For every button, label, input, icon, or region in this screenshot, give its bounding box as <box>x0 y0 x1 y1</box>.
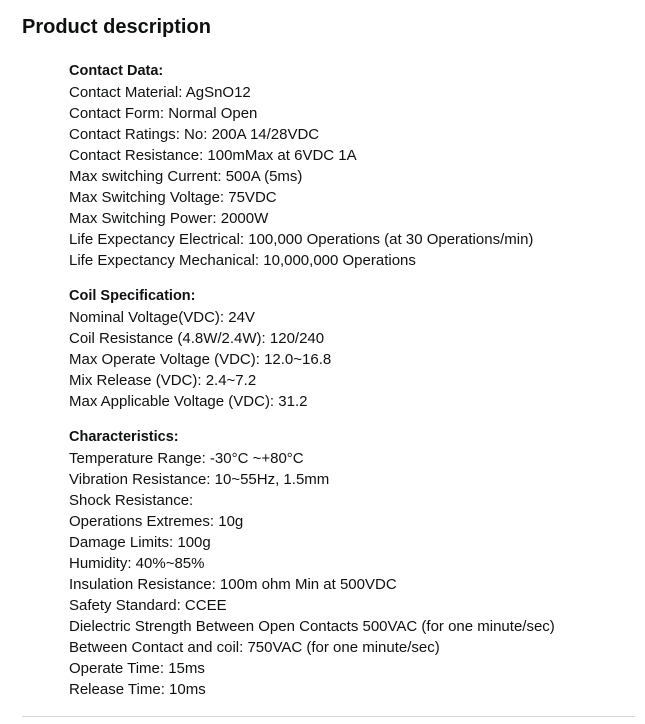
spec-line: Vibration Resistance: 10~55Hz, 1.5mm <box>69 471 330 488</box>
spec-line: Temperature Range: -30°C ~+80°C <box>69 450 304 467</box>
spec-line: Between Contact and coil: 750VAC (for one minute/sec) <box>69 639 440 656</box>
spec-line: Contact Material: AgSnO12 <box>69 84 251 101</box>
spec-line: Max Switching Voltage: 75VDC <box>69 189 277 206</box>
spec-line: Dielectric Strength Between Open Contacts 500VAC (for one minute/sec) <box>69 618 555 635</box>
section-heading: Coil Specification: <box>69 288 196 304</box>
contact-data-section <box>69 61 639 271</box>
spec-line: Contact Form: Normal Open <box>69 105 258 122</box>
spec-line: Life Expectancy Mechanical: 10,000,000 Operations <box>69 252 416 269</box>
spec-line: Contact Resistance: 100mMax at 6VDC 1A <box>69 147 357 164</box>
spec-line: Max switching Current: 500A (5ms) <box>69 168 303 185</box>
section-heading: Characteristics: <box>69 429 179 445</box>
coil-specification-section <box>69 286 639 412</box>
spec-line: Insulation Resistance: 100m ohm Min at 500VDC <box>69 576 397 593</box>
section-heading: Contact Data: <box>69 63 164 79</box>
spec-line: Humidity: 40%~85% <box>69 555 205 572</box>
spec-line: Operations Extremes: 10g <box>69 513 244 530</box>
spec-line: Contact Ratings: No: 200A 14/28VDC <box>69 126 320 143</box>
spec-line: Operate Time: 15ms <box>69 660 205 677</box>
spec-line: Max Applicable Voltage (VDC): 31.2 <box>69 393 308 410</box>
spec-line: Coil Resistance (4.8W/2.4W): 120/240 <box>69 330 325 347</box>
spec-line: Mix Release (VDC): 2.4~7.2 <box>69 372 257 389</box>
spec-line: Max Operate Voltage (VDC): 12.0~16.8 <box>69 351 332 368</box>
spec-line: Shock Resistance: <box>69 492 194 509</box>
spec-line: Damage Limits: 100g <box>69 534 211 551</box>
characteristics-section <box>69 427 639 700</box>
spec-line: Safety Standard: CCEE <box>69 597 227 614</box>
product-description-body <box>69 61 639 715</box>
page-title: Product description <box>22 16 211 38</box>
section-divider <box>22 716 635 717</box>
spec-line: Life Expectancy Electrical: 100,000 Operations (at 30 Operations/min) <box>69 231 534 248</box>
spec-line: Max Switching Power: 2000W <box>69 210 269 227</box>
spec-line: Nominal Voltage(VDC): 24V <box>69 309 255 326</box>
spec-line: Release Time: 10ms <box>69 681 206 698</box>
